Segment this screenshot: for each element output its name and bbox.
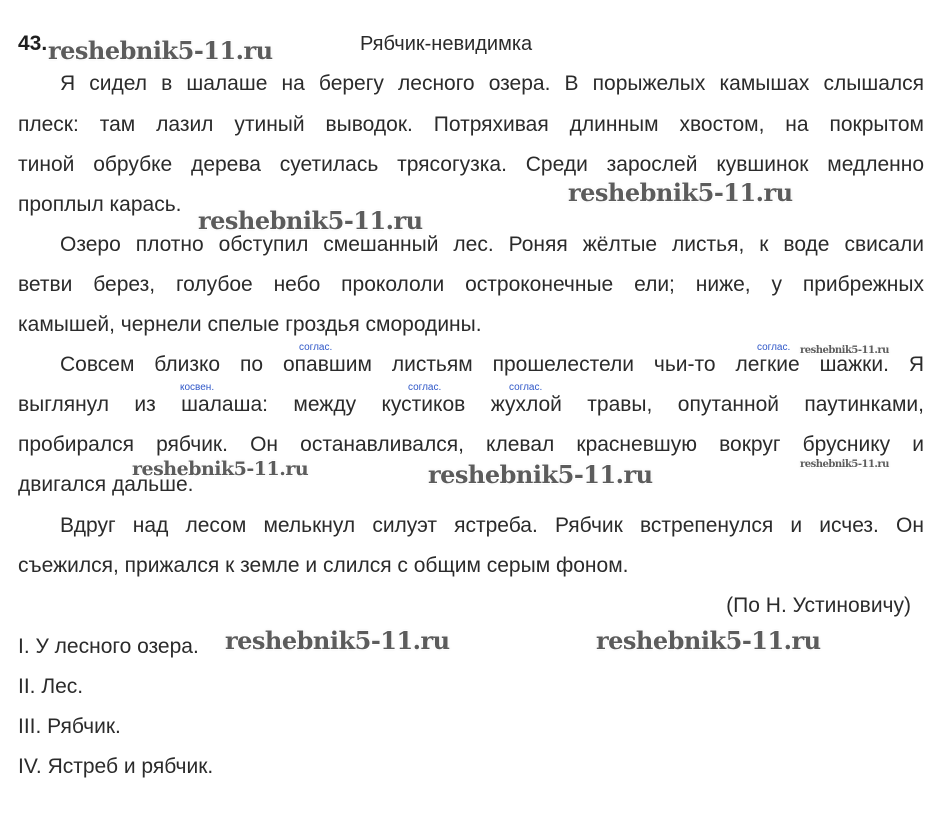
annotation-label: косвен.: [180, 382, 215, 393]
watermark: reshebnik5-11.ru: [48, 36, 273, 65]
annotation-label: соглас.: [299, 342, 333, 353]
watermark: reshebnik5-11.ru: [800, 459, 889, 470]
text-line: Озеро плотно обступил смешанный лес. Роняя жёлтые листья, к воде свисали: [60, 233, 924, 256]
text-line: проплыл карась.: [18, 193, 182, 216]
text-line: пробирался рябчик. Он останавливался, клевал красневшую вокруг бруснику и: [18, 433, 924, 456]
text-line: тиной обрубке дерева суетилась трясогузка. Среди зарослей кувшинок медленно: [18, 153, 924, 176]
annotation-label: соглас.: [757, 342, 791, 353]
watermark: reshebnik5-11.ru: [568, 178, 793, 207]
text-line: двигался дальше.: [18, 473, 194, 496]
text-line: съежился, прижался к земле и слился с общим серым фоном.: [18, 554, 629, 577]
plan-item: II. Лес.: [18, 675, 84, 698]
plan-item: I. У лесного озера.: [18, 635, 199, 658]
text-title: Рябчик-невидимка: [360, 33, 533, 55]
text-line: Совсем близко по опавшим листьям прошелестели чьи-то легкие шажки. Я: [60, 353, 924, 376]
exercise-number: 43.: [18, 32, 48, 55]
watermark: reshebnik5-11.ru: [428, 460, 653, 489]
watermark: reshebnik5-11.ru: [596, 626, 821, 655]
text-line: плеск: там лазил утиный выводок. Потряхивая длинным хвостом, на покрытом: [18, 113, 924, 136]
attribution: (По Н. Устиновичу): [726, 594, 911, 617]
annotation-label: соглас.: [408, 382, 442, 393]
text-line: ветви берез, голубое небо прокололи остроконечные ели; ниже, у прибрежных: [18, 273, 924, 296]
text-line: Вдруг над лесом мелькнул силуэт ястреба. Рябчик встрепенулся и исчез. Он: [60, 514, 924, 537]
watermark: reshebnik5-11.ru: [225, 626, 450, 655]
annotation-label: соглас.: [509, 382, 543, 393]
text-line: выглянул из шалаша: между кустиков жухлой травы, опутанной паутинками,: [18, 393, 924, 416]
plan-item: III. Рябчик.: [18, 715, 121, 738]
watermark: reshebnik5-11.ru: [132, 458, 309, 480]
plan-item: IV. Ястреб и рябчик.: [18, 755, 214, 778]
text-line: камышей, чернели спелые гроздья смородины.: [18, 313, 482, 336]
watermark: reshebnik5-11.ru: [800, 345, 889, 356]
watermark: reshebnik5-11.ru: [198, 206, 423, 235]
text-line: Я сидел в шалаше на берегу лесного озера. В порыжелых камышах слышался: [60, 72, 924, 95]
